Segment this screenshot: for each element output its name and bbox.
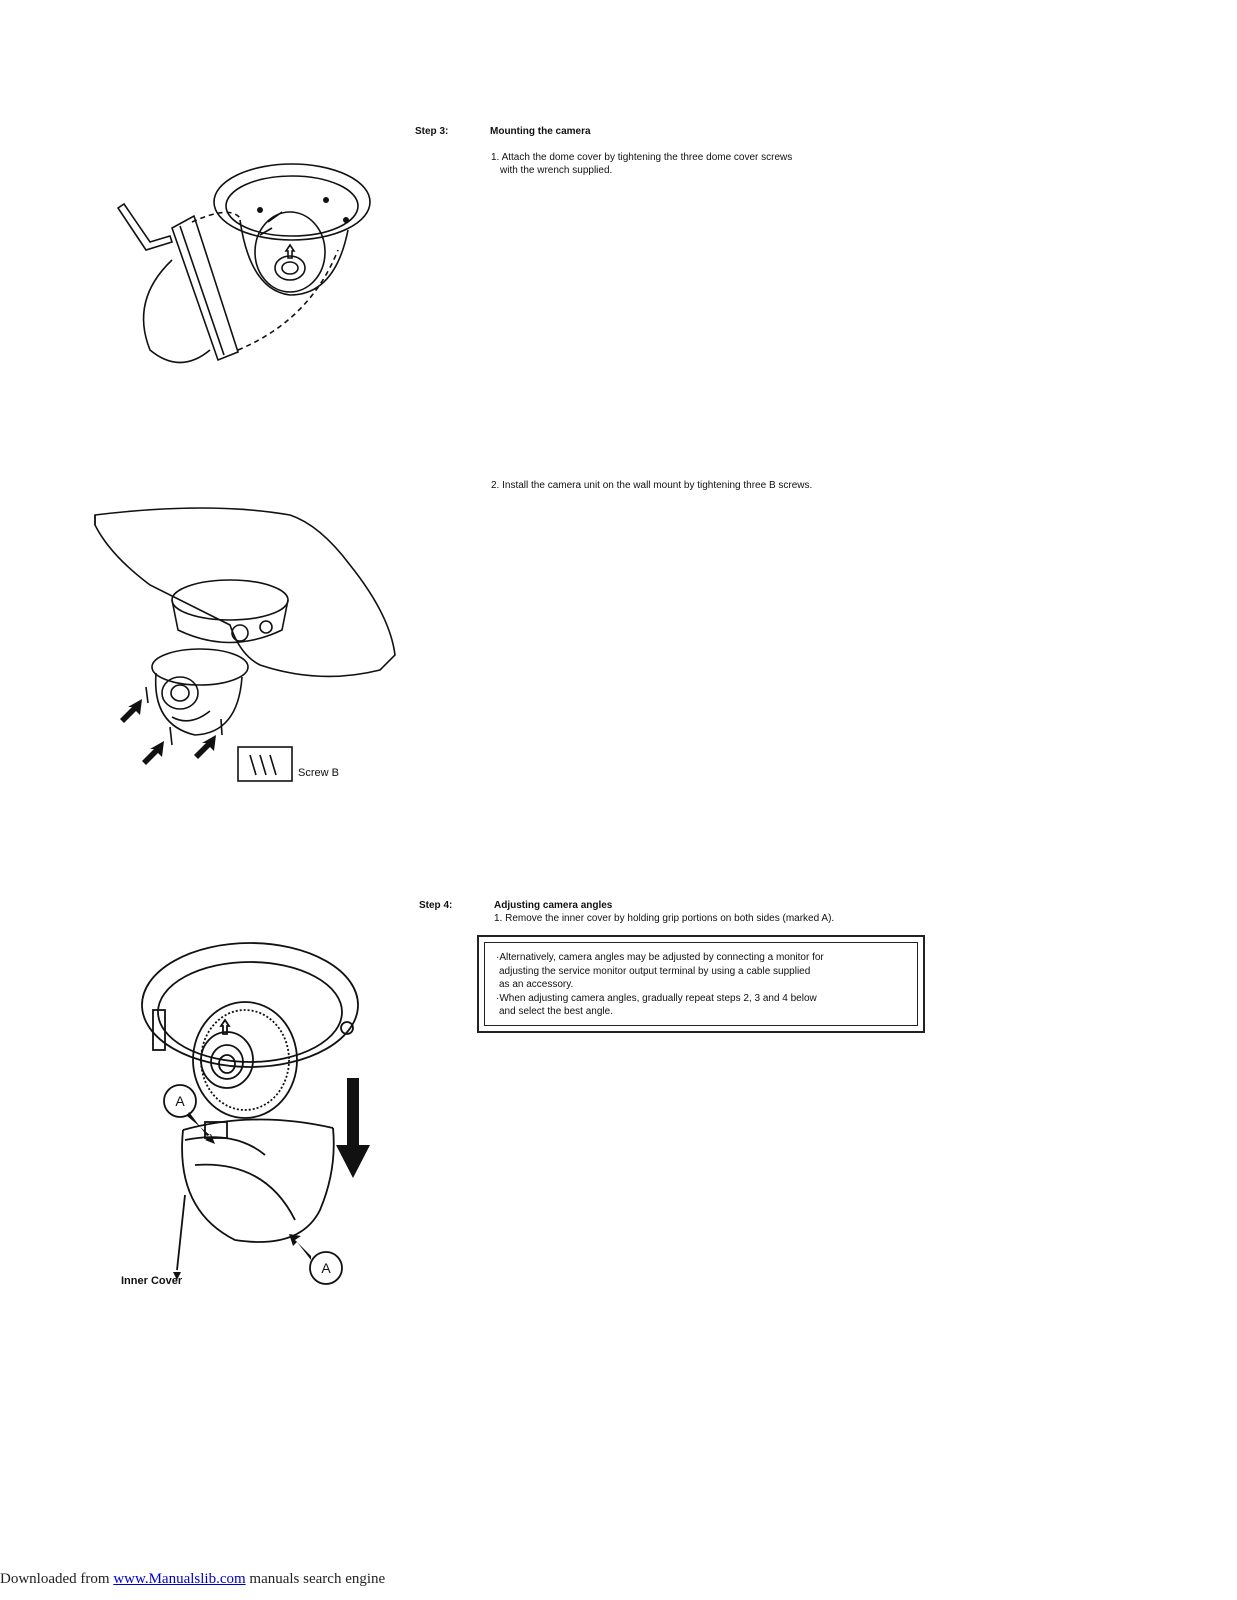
footer-prefix: Downloaded from [0, 1571, 114, 1587]
manualslib-link[interactable]: www.Manualslib.com [113, 1571, 246, 1587]
note-text [496, 951, 824, 1019]
step4-title: Adjusting camera angles [494, 900, 613, 911]
step4-label: Step 4: [419, 900, 453, 911]
note-line: as an accessory. [499, 979, 574, 990]
note-line: ·When adjusting camera angles, gradually repeat steps 2, 3 and 4 below [496, 992, 817, 1004]
note-line: adjusting the service monitor output terminal by using a cable supplied [499, 965, 811, 977]
footer [0, 1571, 385, 1588]
step3-item1-line2: with the wrench supplied. [500, 165, 613, 176]
step3-item1-line1: 1. Attach the dome cover by tightening the three dome cover screws [491, 152, 793, 163]
grip-marker-a-upper: A [175, 1093, 185, 1109]
step4-item1: 1. Remove the inner cover by holding grip portions on both sides (marked A). [494, 913, 835, 924]
footer-suffix: manuals search engine [245, 1571, 386, 1587]
note-line: ·Alternatively, camera angles may be adjusted by connecting a monitor for [496, 952, 824, 963]
step3-item2: 2. Install the camera unit on the wall mount by tightening three B screws. [491, 480, 813, 491]
figure-dome-cover-illustration [110, 150, 380, 380]
grip-marker-a-lower: A [321, 1260, 331, 1276]
step3-title: Mounting the camera [490, 126, 591, 137]
step3-label: Step 3: [415, 126, 449, 137]
screw-b-caption: Screw B [298, 767, 339, 779]
note-line: and select the best angle. [499, 1006, 613, 1017]
figure-wall-mount-illustration [90, 505, 400, 790]
figure-inner-cover-illustration [115, 930, 380, 1280]
inner-cover-caption: Inner Cover [121, 1275, 183, 1287]
